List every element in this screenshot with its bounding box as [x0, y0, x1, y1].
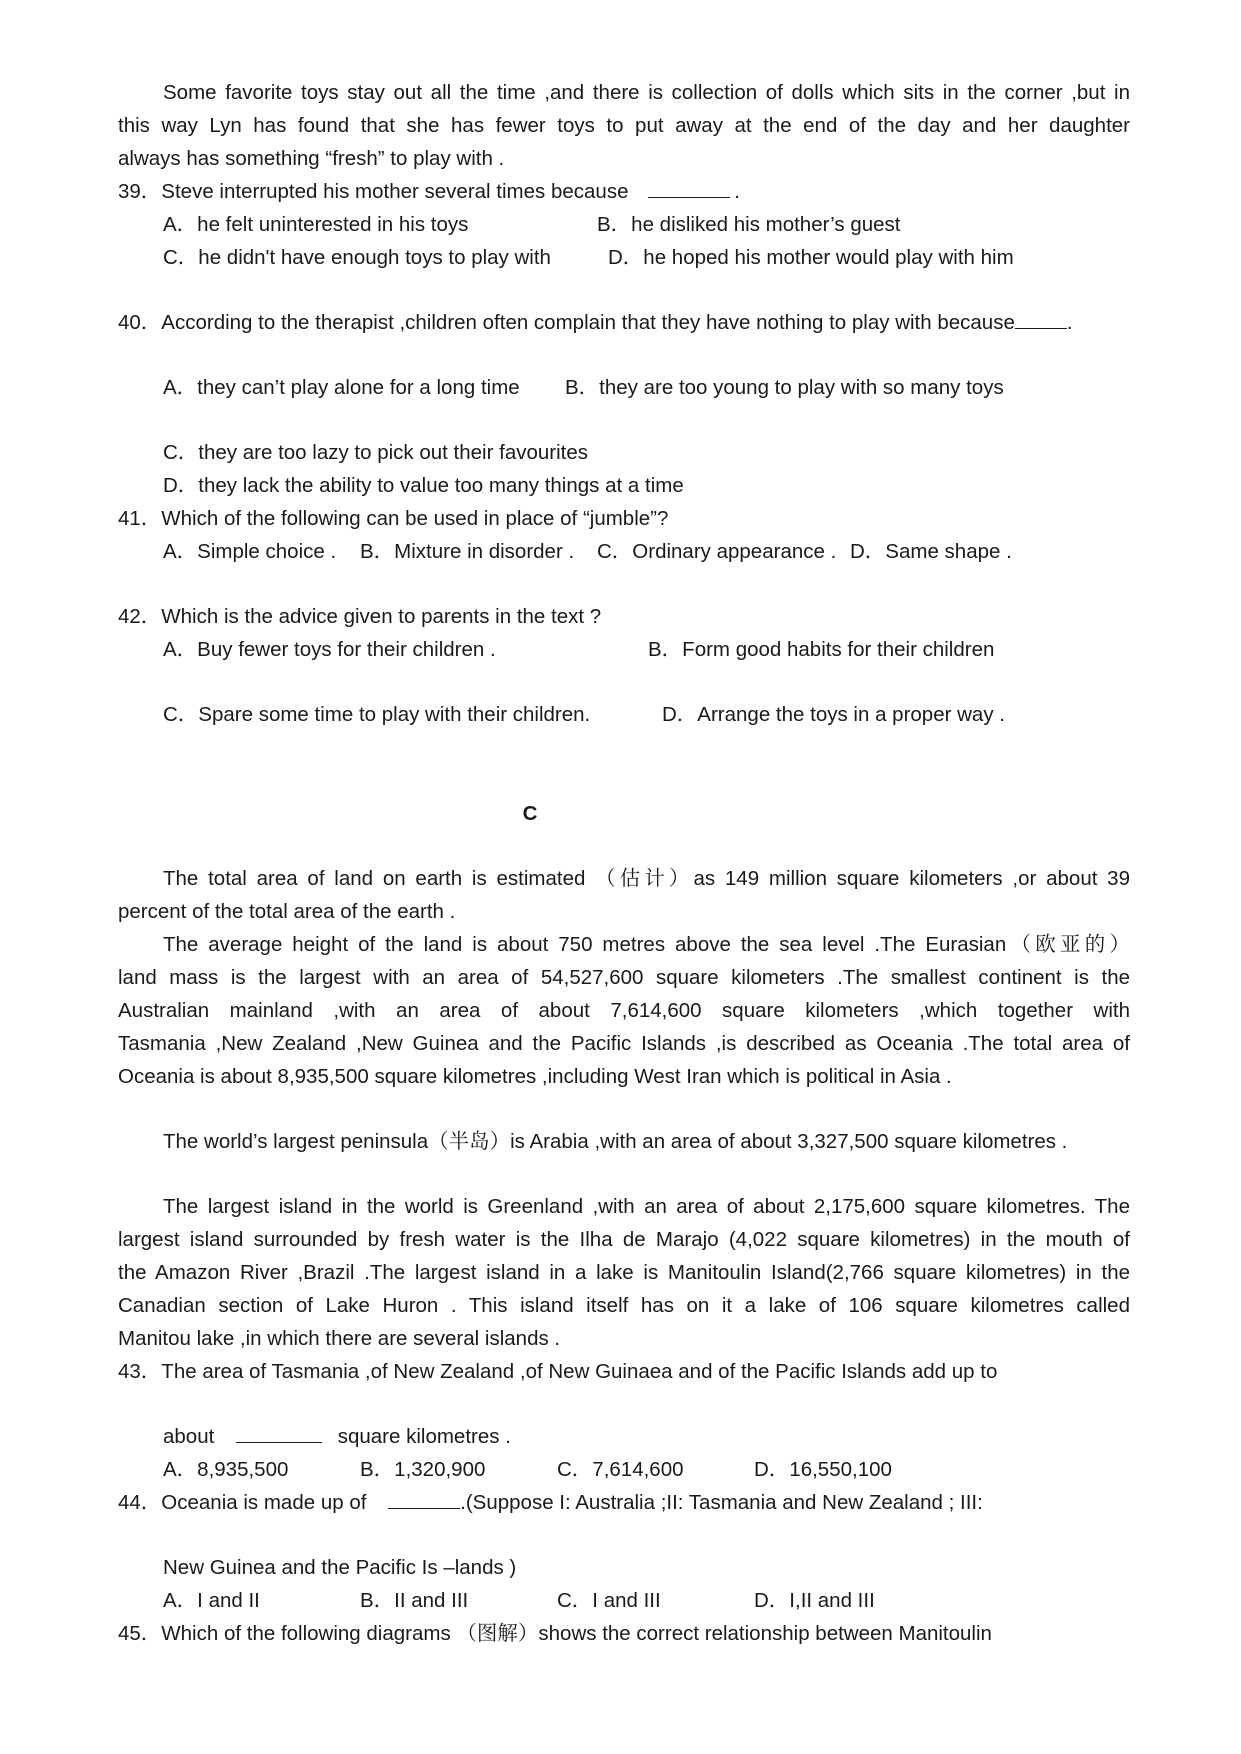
question-43-continuation: about square kilometres .: [163, 1420, 1130, 1453]
question-42-stem: 42．Which is the advice given to parents in the text ?: [118, 605, 602, 628]
option-b: B．they are too young to play with so many toys: [565, 376, 1004, 399]
passage-line: The total area of land on earth is estimated （估计）as 149 million square kilometers ,or about 39: [163, 867, 1130, 890]
option-c: C．7,614,600: [557, 1458, 684, 1481]
question-41-stem: 41．Which of the following can be used in place of “jumble”?: [118, 507, 669, 530]
passage-line: The largest island in the world is Greenland ,with an area of about 2,175,600 square kilometres. The: [163, 1195, 1130, 1218]
option-a: A．I and II: [163, 1589, 260, 1612]
option-d: D．they lack the ability to value too many things at a time: [163, 474, 684, 497]
option-c: C．I and III: [557, 1589, 661, 1612]
question-44-continuation: New Guinea and the Pacific Is –lands ): [163, 1556, 517, 1579]
answer-blank: [388, 1486, 460, 1509]
question-40-stem: 40．According to the therapist ,children often complain that they have nothing to play with because .: [118, 306, 1158, 339]
answer-blank: [1015, 306, 1067, 329]
passage-line: Canadian section of Lake Huron . This island itself has on it a lake of 106 square kilometres called: [118, 1294, 1130, 1317]
passage-line: this way Lyn has found that she has fewer toys to put away at the end of the day and her daughter: [118, 114, 1130, 137]
option-d: D．he hoped his mother would play with him: [608, 246, 1014, 269]
option-b: B．Form good habits for their children: [648, 638, 995, 661]
passage-line: The world’s largest peninsula（半岛）is Arabia ,with an area of about 3,327,500 square kilometres .: [163, 1130, 1068, 1153]
passage-line: Australian mainland ,with an area of about 7,614,600 square kilometers ,which together with: [118, 999, 1130, 1022]
passage-line: largest island surrounded by fresh water is the Ilha de Marajo (4,022 square kilometres) in the mouth of: [118, 1228, 1130, 1251]
option-c: C．Spare some time to play with their children.: [163, 703, 591, 726]
passage-line: Tasmania ,New Zealand ,New Guinea and the Pacific Islands ,is described as Oceania .The total area of: [118, 1032, 1130, 1055]
passage-line: The average height of the land is about 750 metres above the sea level .The Eurasian（欧亚的）: [163, 933, 1130, 956]
option-a: A．he felt uninterested in his toys: [163, 213, 469, 236]
option-c: C．he didn't have enough toys to play with: [163, 246, 551, 269]
question-45-stem: 45．Which of the following diagrams （图解）shows the correct relationship between Manitoulin: [118, 1622, 992, 1645]
option-b: B．1,320,900: [360, 1458, 486, 1481]
passage-line: Manitou lake ,in which there are several islands .: [118, 1327, 561, 1350]
question-43-stem: 43．The area of Tasmania ,of New Zealand ,of New Guinaea and of the Pacific Islands add up to: [118, 1360, 998, 1383]
section-heading: C: [522, 802, 538, 825]
option-b: B．Mixture in disorder .: [360, 540, 575, 563]
option-a: A．Buy fewer toys for their children .: [163, 638, 496, 661]
option-d: D．I,II and III: [754, 1589, 875, 1612]
answer-blank: [236, 1420, 322, 1443]
option-a: A．they can’t play alone for a long time: [163, 376, 520, 399]
option-d: D．Same shape .: [850, 540, 1012, 563]
passage-line: land mass is the largest with an area of 54,527,600 square kilometers .The smallest continent is the: [118, 966, 1130, 989]
option-c: C．Ordinary appearance .: [597, 540, 837, 563]
option-d: D．Arrange the toys in a proper way .: [662, 703, 1005, 726]
option-d: D．16,550,100: [754, 1458, 892, 1481]
option-b: B．he disliked his mother’s guest: [597, 213, 901, 236]
passage-line: Some favorite toys stay out all the time ,and there is collection of dolls which sits in the corner ,but in: [163, 81, 1130, 104]
passage-line: always has something “fresh” to play with .: [118, 147, 505, 170]
passage-line: Oceania is about 8,935,500 square kilometres ,including West Iran which is political in Asia .: [118, 1065, 952, 1088]
option-a: A．Simple choice .: [163, 540, 337, 563]
passage-line: percent of the total area of the earth .: [118, 900, 456, 923]
passage-line: the Amazon River ,Brazil .The largest island in a lake is Manitoulin Island(2,766 square kilometres) in the: [118, 1261, 1130, 1284]
option-a: A．8,935,500: [163, 1458, 289, 1481]
option-c: C．they are too lazy to pick out their favourites: [163, 441, 589, 464]
answer-blank: [648, 175, 730, 198]
question-39-stem: 39．Steve interrupted his mother several times because .: [118, 175, 1130, 208]
question-44-stem: 44．Oceania is made up of .(Suppose I: Australia ;II: Tasmania and New Zealand ; III:: [118, 1486, 1130, 1519]
option-b: B．II and III: [360, 1589, 469, 1612]
